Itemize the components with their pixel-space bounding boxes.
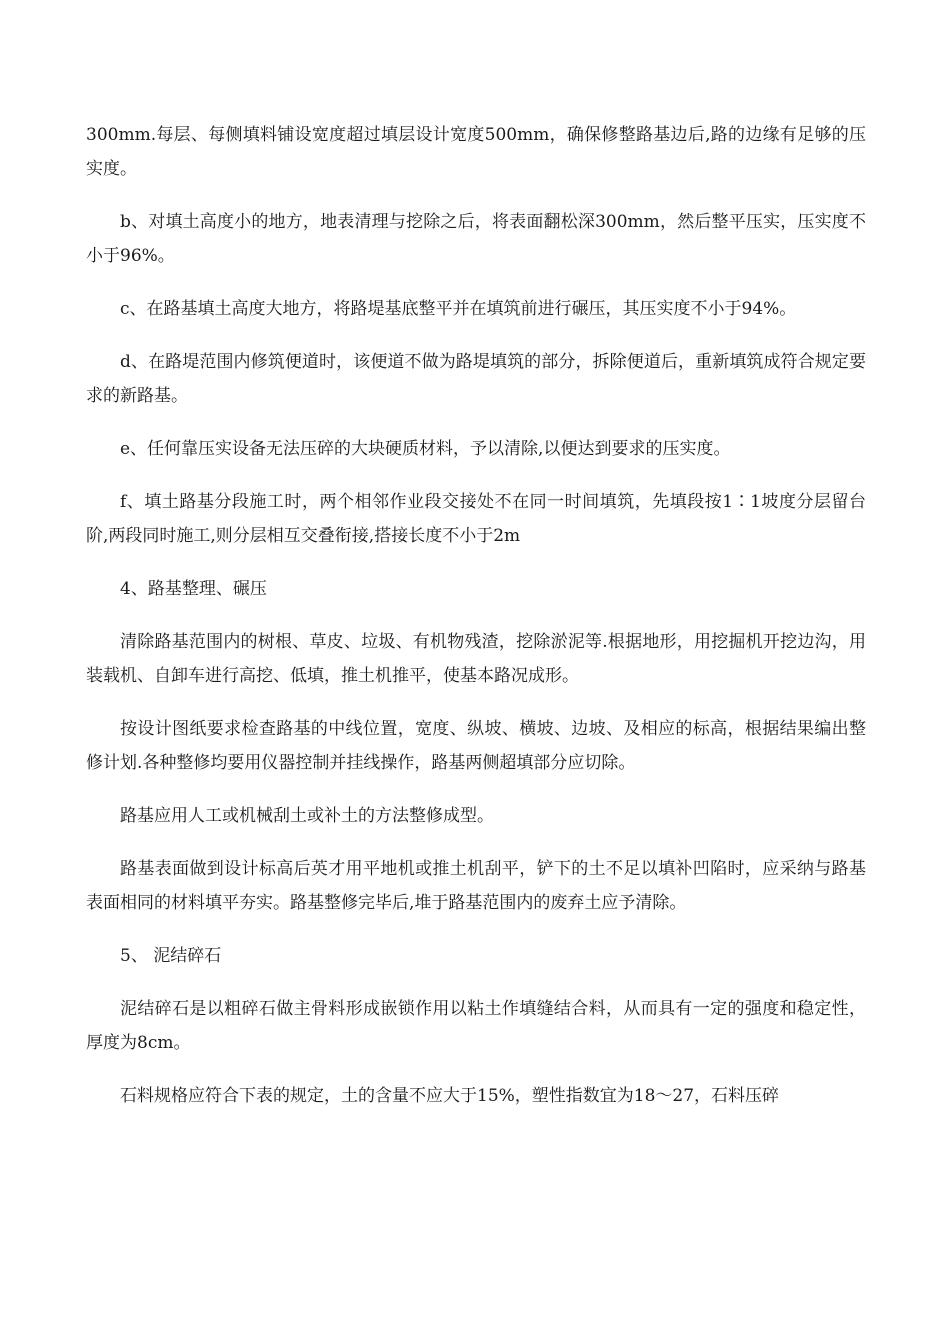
paragraph-item-b: b、对填土高度小的地方，地表清理与挖除之后，将表面翻松深300mm，然后整平压实，压实度不小于96%。 (86, 212, 866, 266)
paragraph-item-f: f、填土路基分段施工时，两个相邻作业段交接处不在同一时间填筑，先填段按1∶1坡度分层留台阶,两段同时施工,则分层相互交叠衔接,搭接长度不小于2m (86, 492, 867, 546)
paragraph-leveling: 路基表面做到设计标高后英才用平地机或推土机刮平，铲下的土不足以填补凹陷时，应采纳与路基表面相同的材料填平夯实。路基整修完毕后,堆于路基范围内的废弃土应予清除。 (86, 859, 866, 913)
paragraph-item-e: e、任何靠压实设备无法压碎的大块硬质材料，予以清除,以便达到要求的压实度。 (120, 439, 731, 459)
section-heading-4: 4、路基整理、碾压 (120, 579, 267, 599)
paragraph-item-c: c、在路基填土高度大地方，将路堤基底整平并在填筑前进行碾压，其压实度不小于94%。 (120, 299, 797, 319)
paragraph-gravel-definition: 泥结碎石是以粗碎石做主骨料形成嵌锁作用以粘土作填缝结合料，从而具有一定的强度和稳定性，厚度为8cm。 (86, 999, 866, 1053)
paragraph-item-d: d、在路堤范围内修筑便道时，该便道不做为路堤填筑的部分，拆除便道后，重新填筑成符合规定要求的新路基。 (86, 352, 866, 406)
paragraph-clearing: 清除路基范围内的树根、草皮、垃圾、有机物残渣，挖除淤泥等.根据地形，用挖掘机开挖边沟，用装载机、自卸车进行高挖、低填，推土机推平，使基本路况成形。 (86, 632, 866, 686)
section-heading-5: 5、 泥结碎石 (120, 946, 222, 966)
paragraph-inspection: 按设计图纸要求检查路基的中线位置，宽度、纵坡、横坡、边坡、及相应的标高，根据结果编出整修计划.各种整修均要用仪器控制并挂线操作，路基两侧超填部分应切除。 (86, 719, 866, 773)
document-body (86, 118, 866, 1132)
paragraph-shaping: 路基应用人工或机械刮土或补土的方法整修成型。 (120, 806, 494, 826)
paragraph-stone-spec: 石料规格应符合下表的规定，土的含量不应大于15%，塑性指数宜为18～27，石料压碎 (120, 1086, 780, 1106)
paragraph-continuation: 300mm.每层、每侧填料铺设宽度超过填层设计宽度500mm，确保修整路基边后,路的边缘有足够的压实度。 (86, 125, 866, 179)
